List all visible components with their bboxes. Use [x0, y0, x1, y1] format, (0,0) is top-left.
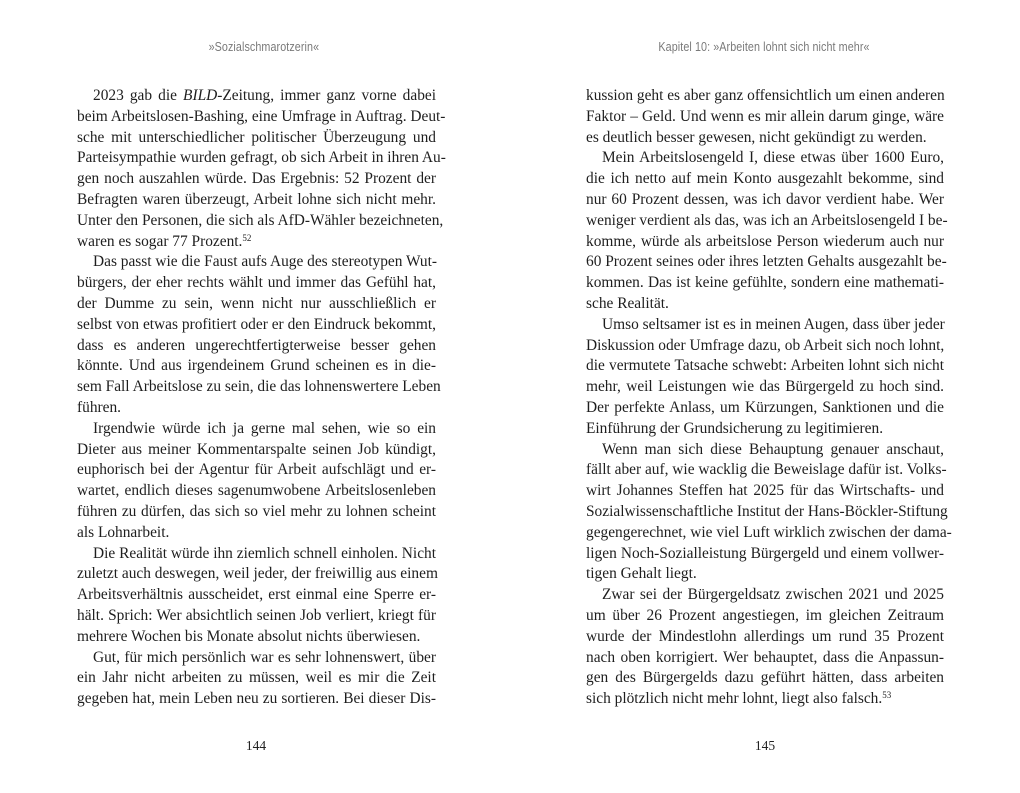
- footnote-marker[interactable]: 52: [242, 232, 252, 243]
- text-line: führen zu dürfen, das sich so viel mehr zu lohnen scheint: [77, 502, 436, 520]
- paragraph: [586, 440, 952, 586]
- text-line: sich plötzlich nicht mehr lohnt, liegt also falsch.$^{53}$: [586, 690, 892, 708]
- text-line: gen noch auszahlen würde. Das Ergebnis: 52 Prozent der: [77, 170, 436, 188]
- running-head-left: »Sozialschmarotzerin«: [208, 40, 320, 54]
- text-line: Umso seltsamer ist es in meinen Augen, dass über jeder: [602, 315, 945, 333]
- text-line: komme, würde als arbeitslose Person wiederum auch nur: [586, 232, 944, 250]
- text-line: kussion geht es aber ganz offensichtlich um einen anderen: [586, 87, 945, 104]
- text-line: bürgers, der eher rechts wählt und immer das Gefühl hat,: [77, 274, 436, 292]
- text-line: zuletzt auch deswegen, weil jeder, der freiwillig aus einem: [77, 565, 438, 583]
- text-line: fällt aber auf, wie wacklig die Beweislage dafür ist. Volks-: [586, 461, 947, 479]
- right-page: [510, 0, 1020, 793]
- text-line: Einführung der Grundsicherung zu legitimieren.: [586, 419, 884, 437]
- text-line: ein Jahr nicht arbeiten zu müssen, weil es mir die Zeit: [77, 669, 436, 687]
- text-line: kommen. Das ist keine gefühlte, sondern eine mathemati-: [586, 274, 944, 292]
- text-line: mehr, weil Leistungen wie das Bürgergeld zu hoch sind.: [586, 378, 944, 396]
- paragraph: [586, 315, 944, 440]
- text-line: Arbeitsverhältnis ausscheidet, erst einmal eine Sperre er-: [77, 586, 436, 604]
- text-line: führen.: [77, 398, 122, 416]
- text-line: Zwar sei der Bürgergeldsatz zwischen 2021 und 2025: [602, 586, 944, 604]
- page-number-left: 144: [245, 738, 267, 753]
- text-line: Irgendwie würde ich ja gerne mal sehen, wie so ein: [93, 419, 436, 437]
- text-line: die vermutete Tatsache schwebt: Arbeiten lohnt sich nicht: [586, 357, 944, 375]
- page-number-right: 145: [754, 738, 776, 753]
- text-line: hält. Sprich: Wer absichtlich seinen Job verliert, kriegt für: [77, 606, 436, 624]
- text-line: euphorisch bei der Agentur für Arbeit aufschlägt und er-: [77, 461, 436, 479]
- text-line: es deutlich besser gewesen, nicht gekündigt zu werden.: [586, 128, 927, 146]
- text-line: wartet, endlich dieses sagenumwobene Arbeitslosenleben: [77, 482, 436, 500]
- text-line: wirt Johannes Steffen hat 2025 für das Wirtschafts- und: [586, 482, 944, 500]
- text-line: Sozialwissenschaftliche Institut der Hans-Böckler-Stiftung: [586, 502, 948, 520]
- text-line: waren es sogar 77 Prozent.$^{52}$: [77, 232, 252, 250]
- text-line: Gut, für mich persönlich war es sehr lohnenswert, über: [93, 648, 436, 666]
- text-line: gegengerechnet, wie viel Luft wirklich zwischen der dama-: [586, 523, 952, 541]
- text-line: Mein Arbeitslosengeld I, diese etwas über 1600 Euro,: [602, 149, 944, 167]
- paragraph: [77, 544, 436, 648]
- text-line: könnte. Und aus irgendeinem Grund scheinen es in die-: [77, 357, 436, 375]
- text-line: Dieter aus meiner Kommentarspalte seinen Job kündigt,: [77, 440, 436, 458]
- body-text-left: [77, 86, 446, 710]
- text-line: 2023 gab die BILD-Zeitung, immer ganz vorne dabei: [93, 87, 436, 104]
- text-line: um über 26 Prozent angestiegen, im gleichen Zeitraum: [586, 606, 944, 624]
- text-line: weniger verdient als das, was ich an Arbeitslosengeld I be-: [586, 211, 948, 229]
- text-line: wurde der Mindestlohn allerdings um rund 35 Prozent: [586, 627, 944, 645]
- text-line: Faktor – Geld. Und wenn es mir allein darum ginge, wäre: [586, 107, 944, 125]
- text-line: als Lohnarbeit.: [77, 523, 170, 541]
- footnote-marker[interactable]: 53: [882, 690, 892, 701]
- text-line: Der perfekte Anlass, um Kürzungen, Sanktionen und die: [586, 398, 944, 416]
- paragraph: [586, 148, 948, 314]
- text-line: Wenn man sich diese Behauptung genauer anschaut,: [602, 440, 944, 458]
- text-line: ligen Noch-Sozialleistung Bürgergeld und einem vollwer-: [586, 544, 944, 562]
- text-line: mehrere Wochen bis Monate absolut nichts überwiesen.: [77, 627, 421, 645]
- text-line: 60 Prozent seines oder ihres letzten Gehalts ausgezahlt be-: [586, 253, 947, 271]
- text-line: Befragten waren überzeugt, Arbeit lohne sich nicht mehr.: [77, 190, 436, 208]
- text-line: Parteisympathie wurden gefragt, ob sich Arbeit in ihren Au-: [77, 149, 446, 167]
- paragraph: [77, 252, 441, 418]
- text-line: nach oben korrigiert. Wer behauptet, dass die Anpassun-: [586, 648, 944, 666]
- running-head-right: Kapitel 10: »Arbeiten lohnt sich nicht mehr«: [658, 40, 870, 54]
- text-line: Unter den Personen, die sich als AfD-Wähler bezeichneten,: [77, 211, 444, 229]
- paragraph: [77, 648, 436, 710]
- paragraph: [77, 419, 436, 544]
- paragraph: [586, 86, 944, 148]
- text-line: sche mit unterschiedlicher politischer Überzeugung und: [77, 128, 436, 146]
- text-line: nur 60 Prozent dessen, was ich davor verdient habe. Wer: [586, 190, 944, 208]
- text-line: selbst von etwas profitiert oder er den Eindruck bekommt,: [77, 315, 436, 333]
- text-line: Die Realität würde ihn ziemlich schnell einholen. Nicht: [93, 544, 436, 562]
- text-line: sche Realität.: [586, 294, 669, 312]
- paragraph: [77, 86, 446, 252]
- text-line: Diskussion oder Umfrage dazu, ob Arbeit sich noch lohnt,: [586, 336, 945, 354]
- text-line: gegeben hat, mein Leben neu zu sortieren. Bei dieser Dis-: [77, 690, 436, 708]
- body-text-right: [586, 86, 952, 710]
- text-line: sem Fall Arbeitslose zu sein, die das lohnenswertere Leben: [77, 378, 441, 396]
- text-line: Das passt wie die Faust aufs Auge des stereotypen Wut-: [93, 253, 438, 271]
- text-line: tigen Gehalt liegt.: [586, 565, 697, 583]
- text-line: dass es anderen ungerechtfertigterweise besser gehen: [77, 336, 436, 354]
- text-line: die ich netto auf mein Konto ausgezahlt bekomme, sind: [586, 170, 944, 188]
- text-line: gen des Bürgergelds dazu geführt hätten, dass arbeiten: [586, 669, 944, 687]
- paragraph: [586, 585, 944, 710]
- text-line: der Dumme zu sein, wenn nicht nur ausschließlich er: [77, 294, 436, 312]
- text-line: beim Arbeitslosen-Bashing, eine Umfrage in Auftrag. Deut-: [77, 107, 446, 125]
